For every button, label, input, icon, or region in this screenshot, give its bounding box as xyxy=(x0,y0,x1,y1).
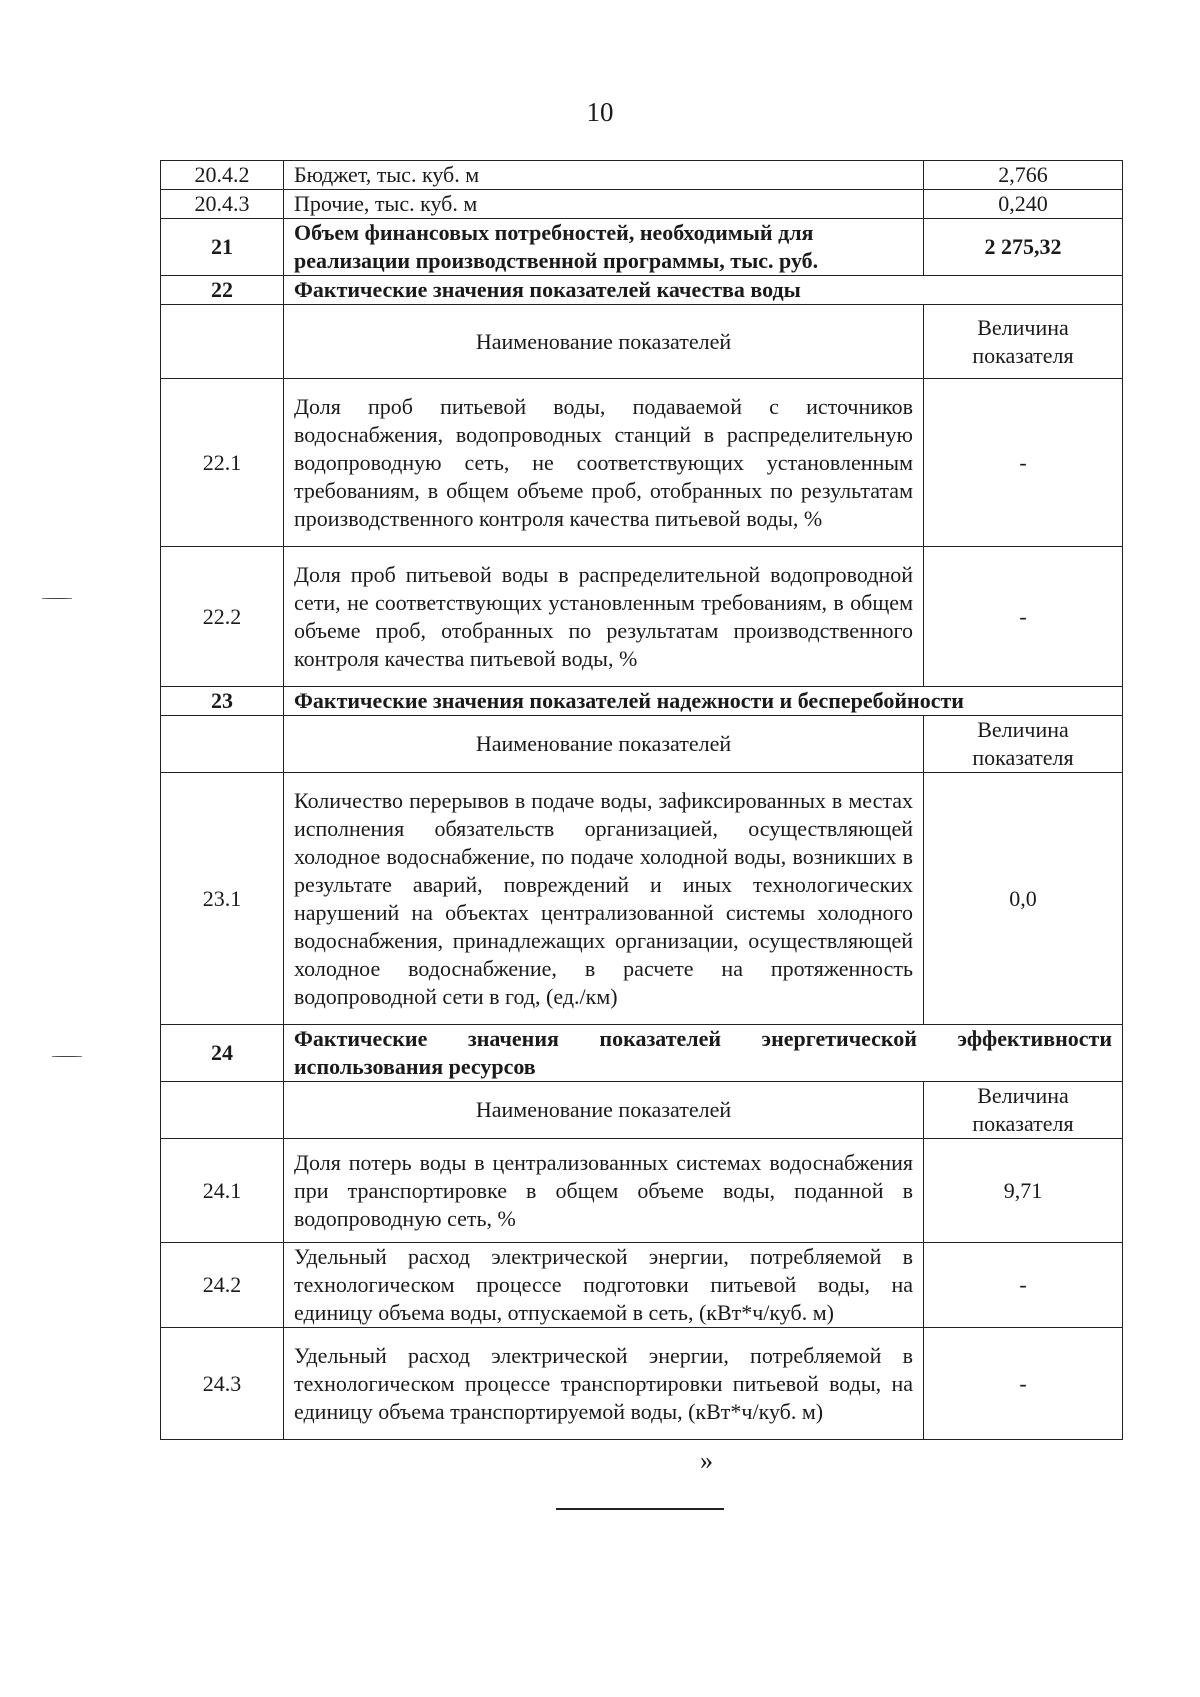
scan-artifact-mark xyxy=(42,598,72,599)
column-header-row xyxy=(161,1082,1123,1139)
row-number: 24.3 xyxy=(161,1328,284,1440)
column-header-value: Величина показателя xyxy=(924,305,1123,379)
table-row xyxy=(161,773,1123,1025)
row-value: 0,240 xyxy=(924,190,1123,219)
row-description: Доля потерь воды в централизованных системах водоснабжения при транспортировке в общем объеме воды, поданной в водопроводную сеть, % xyxy=(284,1139,924,1243)
row-value: 2,766 xyxy=(924,161,1123,190)
table-row xyxy=(161,219,1123,276)
row-description: Бюджет, тыс. куб. м xyxy=(284,161,924,190)
column-header-name: Наименование показателей xyxy=(284,716,924,773)
table-row xyxy=(161,1328,1123,1440)
row-description: Удельный расход электрической энергии, потребляемой в технологическом процессе подготовки питьевой воды, на единицу объема воды, отпускаемой в сеть, (кВт*ч/куб. м) xyxy=(284,1243,924,1328)
section-title: Фактические значения показателей качества воды xyxy=(284,276,1123,305)
column-header-row xyxy=(161,305,1123,379)
row-value: 0,0 xyxy=(924,773,1123,1025)
indicators-table xyxy=(160,160,1123,1440)
row-description: Объем финансовых потребностей, необходимый для реализации производственной программы, тыс. руб. xyxy=(284,219,924,276)
footer-divider xyxy=(556,1508,724,1510)
row-number: 21 xyxy=(161,219,284,276)
section-header-row xyxy=(161,1025,1123,1082)
column-header-name: Наименование показателей xyxy=(284,1082,924,1139)
row-value: - xyxy=(924,379,1123,547)
row-number: 20.4.2 xyxy=(161,161,284,190)
row-description: Прочие, тыс. куб. м xyxy=(284,190,924,219)
row-description: Удельный расход электрической энергии, потребляемой в технологическом процессе транспортировки питьевой воды, на единицу объема транспортируемой воды, (кВт*ч/куб. м) xyxy=(284,1328,924,1440)
empty-cell xyxy=(161,305,284,379)
row-value: 2 275,32 xyxy=(924,219,1123,276)
row-number: 22.2 xyxy=(161,547,284,687)
row-number: 24.1 xyxy=(161,1139,284,1243)
column-header-value: Величина показателя xyxy=(924,1082,1123,1139)
row-value: - xyxy=(924,547,1123,687)
section-number: 22 xyxy=(161,276,284,305)
row-description: Доля проб питьевой воды, подаваемой с источников водоснабжения, водопроводных станций в распределительную водопроводную сеть, не соответствующих установленным требованиям, в общем объеме проб, отобранных по результатам производственного контроля качества питьевой воды, % xyxy=(284,379,924,547)
section-number: 24 xyxy=(161,1025,284,1082)
column-header-name: Наименование показателей xyxy=(284,305,924,379)
section-title: Фактические значения показателей надежности и бесперебойности xyxy=(284,687,1123,716)
row-description: Доля проб питьевой воды в распределительной водопроводной сети, не соответствующих установленным требованиям, в общем объеме проб, отобранных по результатам производственного контроля качества питьевой воды, % xyxy=(284,547,924,687)
empty-cell xyxy=(161,1082,284,1139)
section-number: 23 xyxy=(161,687,284,716)
row-number: 23.1 xyxy=(161,773,284,1025)
scan-artifact-mark xyxy=(52,1056,82,1057)
closing-quote: » xyxy=(700,1446,713,1475)
table-row xyxy=(161,1139,1123,1243)
table-row xyxy=(161,379,1123,547)
row-number: 24.2 xyxy=(161,1243,284,1328)
section-title: Фактические значения показателей энергетической эффективности использования ресурсов xyxy=(284,1025,1123,1082)
table-row xyxy=(161,547,1123,687)
section-header-row xyxy=(161,687,1123,716)
row-description: Количество перерывов в подаче воды, зафиксированных в местах исполнения обязательств организацией, осуществляющей холодное водоснабжение, по подаче холодной воды, возникших в результате аварий, повреждений и иных технологических нарушений на объектах централизованной системы холодного водоснабжения, принадлежащих организации, осуществляющей холодное водоснабжение, в расчете на протяженность водопроводной сети в год, (ед./км) xyxy=(284,773,924,1025)
page-number: 10 xyxy=(586,97,614,127)
table-row xyxy=(161,161,1123,190)
table-row xyxy=(161,190,1123,219)
row-value: - xyxy=(924,1243,1123,1328)
section-header-row xyxy=(161,276,1123,305)
row-number: 20.4.3 xyxy=(161,190,284,219)
table-row xyxy=(161,1243,1123,1328)
row-value: - xyxy=(924,1328,1123,1440)
empty-cell xyxy=(161,716,284,773)
column-header-row xyxy=(161,716,1123,773)
column-header-value: Величина показателя xyxy=(924,716,1123,773)
row-value: 9,71 xyxy=(924,1139,1123,1243)
row-number: 22.1 xyxy=(161,379,284,547)
